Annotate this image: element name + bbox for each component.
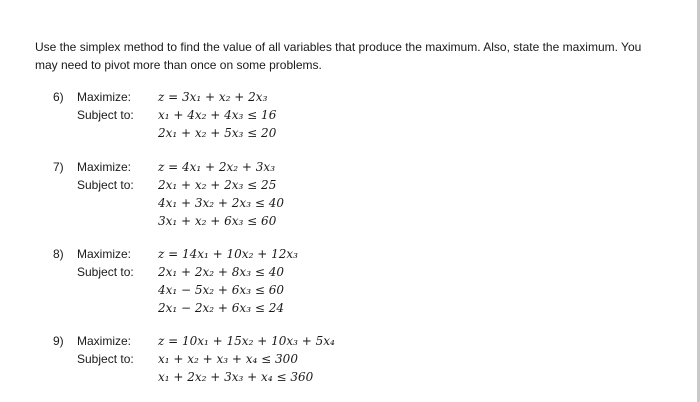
objective-function: z = 10x₁ + 15x₂ + 10x₃ + 5x₄ [158,334,335,348]
subject-to-label: Subject to: [77,352,134,366]
constraint-1: x₁ + x₂ + x₃ + x₄ ≤ 300 [158,352,298,366]
constraint-1: x₁ + 4x₂ + 4x₃ ≤ 16 [158,108,277,122]
problem-number: 7) [53,160,64,174]
constraint-3: 2x₁ − 2x₂ + 6x₃ ≤ 24 [158,301,284,315]
objective-function: z = 14x₁ + 10x₂ + 12x₃ [158,247,298,261]
problem-number: 9) [53,334,64,348]
maximize-label: Maximize: [77,160,132,174]
maximize-label: Maximize: [77,334,132,348]
subject-to-label: Subject to: [77,265,134,279]
maximize-label: Maximize: [77,90,132,104]
instructions [35,38,655,74]
subject-to-label: Subject to: [77,178,134,192]
subject-to-label: Subject to: [77,108,134,122]
constraint-2: 4x₁ − 5x₂ + 6x₃ ≤ 60 [158,283,284,297]
instructions-line-2: may need to pivot more than once on some problems. [35,58,322,72]
instructions-line-1: Use the simplex method to find the value of all variables that produce the maximum. Also, state the maximum. You [35,40,642,54]
objective-function: z = 3x₁ + x₂ + 2x₃ [158,90,268,104]
constraint-1: 2x₁ + 2x₂ + 8x₃ ≤ 40 [158,265,284,279]
problem-number: 6) [53,90,64,104]
constraint-2: x₁ + 2x₂ + 3x₃ + x₄ ≤ 360 [158,370,314,384]
constraint-3: 3x₁ + x₂ + 6x₃ ≤ 60 [158,214,277,228]
constraint-2: 2x₁ + x₂ + 5x₃ ≤ 20 [158,126,277,140]
maximize-label: Maximize: [77,247,132,261]
constraint-2: 4x₁ + 3x₂ + 2x₃ ≤ 40 [158,196,284,210]
constraint-1: 2x₁ + x₂ + 2x₃ ≤ 25 [158,178,277,192]
objective-function: z = 4x₁ + 2x₂ + 3x₃ [158,160,276,174]
problem-number: 8) [53,247,64,261]
